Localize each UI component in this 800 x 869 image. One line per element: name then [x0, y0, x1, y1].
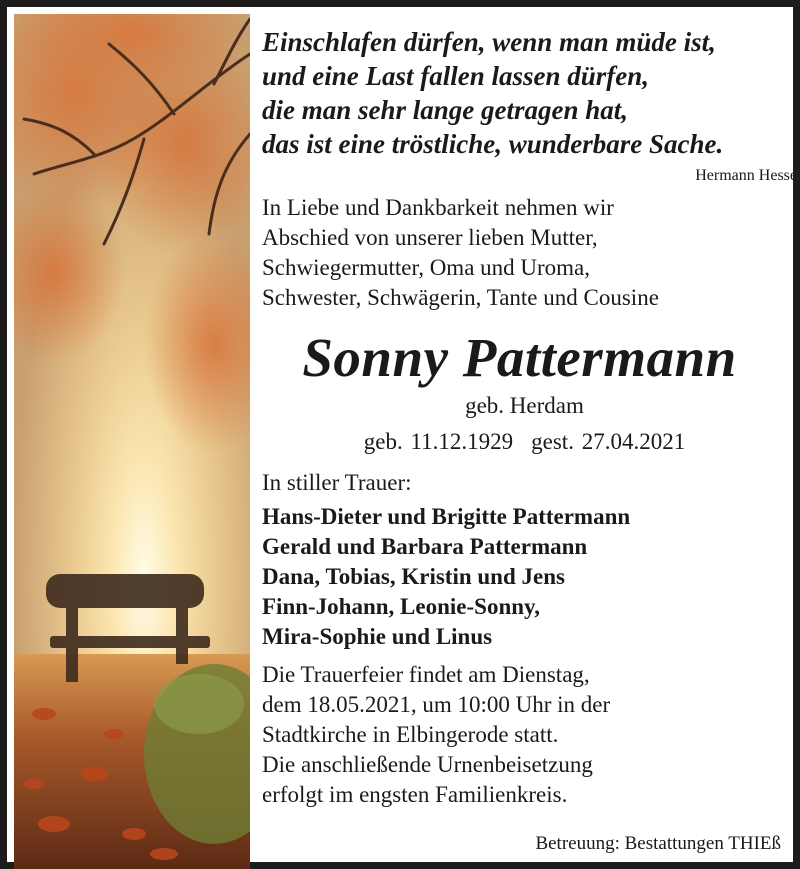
mourner-line: Mira-Sophie und Linus	[262, 624, 493, 649]
intro-line: Schwester, Schwägerin, Tante und Cousine	[262, 285, 659, 310]
service-info	[262, 660, 787, 810]
service-line: Stadtkirche in Elbingerode statt.	[262, 722, 559, 747]
undertaker-credit: Betreuung: Bestattungen THIEß	[535, 833, 781, 854]
birth-name: geb. Herdam	[465, 393, 584, 418]
life-dates	[262, 429, 787, 455]
mourner-line: Hans-Dieter und Brigitte Pattermann	[262, 504, 631, 529]
mourning-label: In stiller Trauer:	[262, 470, 412, 495]
quote-author: Hermann Hesse	[695, 167, 797, 184]
notice-text	[262, 17, 797, 810]
mourner-line: Gerald und Barbara Pattermann	[262, 534, 588, 559]
farewell-intro	[262, 193, 787, 313]
service-line: erfolgt im engsten Familienkreis.	[262, 782, 568, 807]
mourner-line: Finn-Johann, Leonie-Sonny,	[262, 594, 541, 619]
quote-line: das ist eine tröstliche, wunderbare Sache.	[262, 129, 724, 159]
birth-date: geb. 11.12.1929	[363, 429, 514, 454]
autumn-bench-photo	[14, 14, 250, 869]
deceased-name: Sonny Pattermann	[302, 327, 737, 388]
mourners-list	[262, 502, 787, 652]
service-line: dem 18.05.2021, um 10:00 Uhr in der	[262, 692, 611, 717]
mourner-line: Dana, Tobias, Kristin und Jens	[262, 564, 565, 589]
quote-line: und eine Last fallen lassen dürfen,	[262, 61, 650, 91]
service-line: Die Trauerfeier findet am Dienstag,	[262, 662, 590, 687]
quote-line: Einschlafen dürfen, wenn man müde ist,	[262, 27, 716, 57]
intro-line: Schwiegermutter, Oma und Uroma,	[262, 255, 591, 280]
quote-line: die man sehr lange getragen hat,	[262, 95, 629, 125]
hesse-quote	[262, 25, 787, 161]
intro-line: Abschied von unserer lieben Mutter,	[262, 225, 598, 250]
service-line: Die anschließende Urnenbeisetzung	[262, 752, 593, 777]
death-date: gest. 27.04.2021	[531, 429, 686, 454]
intro-line: In Liebe und Dankbarkeit nehmen wir	[262, 195, 614, 220]
